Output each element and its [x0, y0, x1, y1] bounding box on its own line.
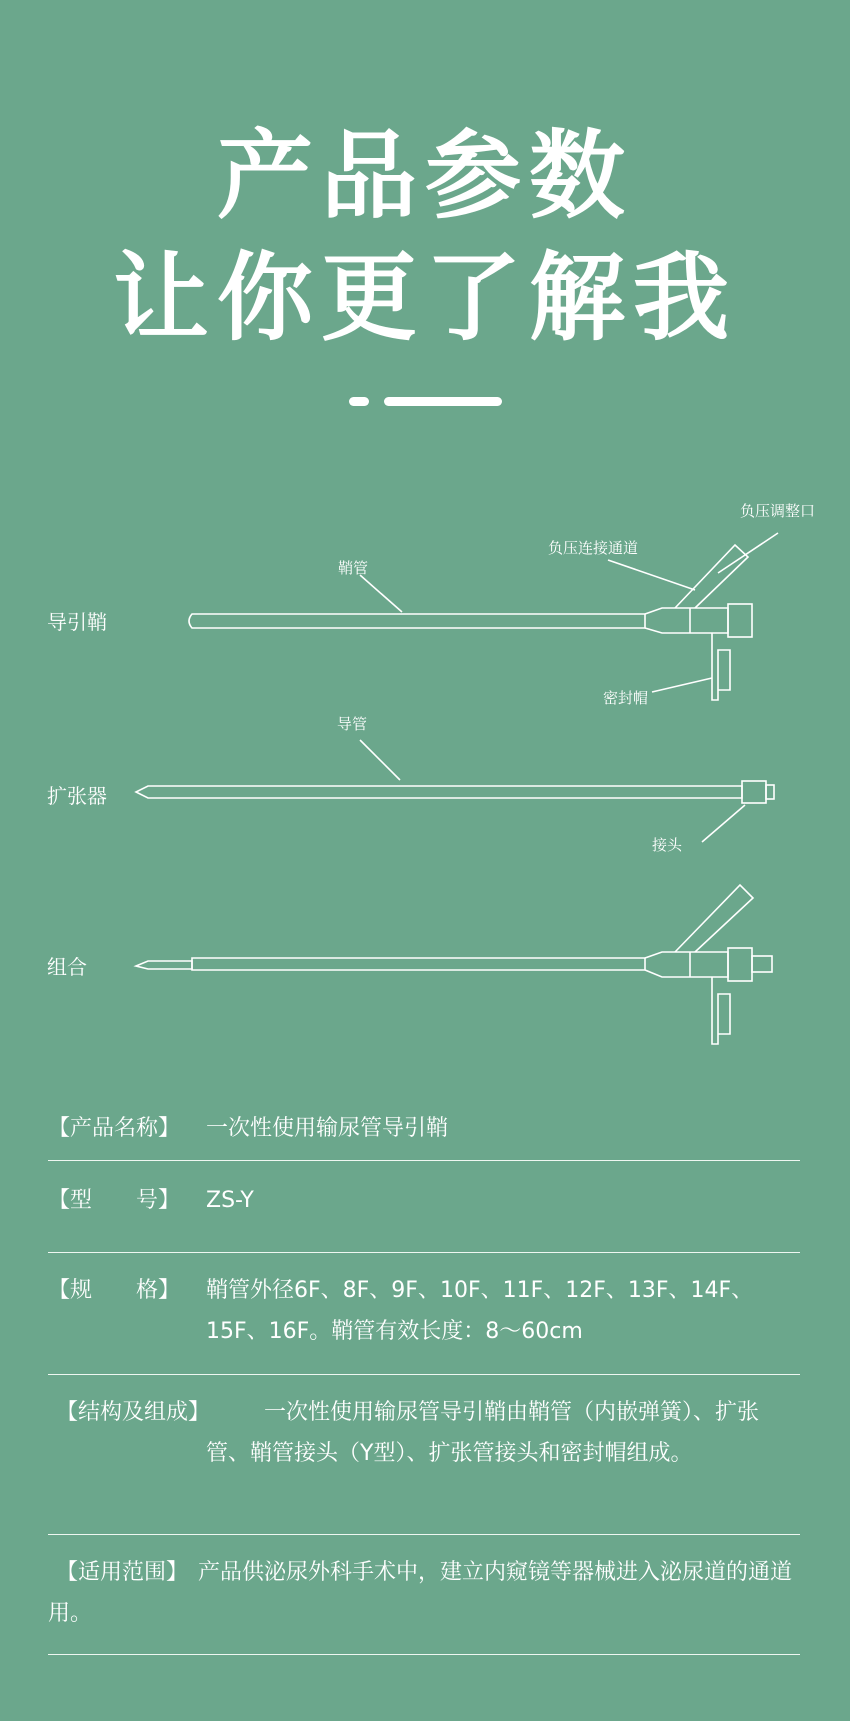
- spec-label: 【型 号】: [48, 1188, 181, 1213]
- guide-sheath-drawing: [189, 533, 778, 700]
- divider-dash-long: [384, 397, 502, 406]
- dilator-connector: [742, 781, 766, 803]
- spec-value: 产品供泌尿外科手术中，建立内窥镜等器械进入泌尿道的通道用。: [48, 1560, 793, 1626]
- divider-dash-short: [349, 397, 369, 406]
- spec-label: 【产品名称】: [48, 1116, 181, 1141]
- spec-row-model: [48, 1180, 800, 1253]
- callout-line-channel: [608, 560, 695, 590]
- assembly-drawing: [136, 885, 772, 1044]
- dilator-drawing: [136, 740, 774, 842]
- sheath-tube: [189, 614, 645, 628]
- spec-label: 【结构及组成】: [56, 1400, 211, 1425]
- spec-value: 鞘管外径6F、8F、9F、10F、11F、12F、13F、14F、15F、16F。鞘管有效长度：8～60cm: [206, 1278, 754, 1344]
- callout-sheath-tube: 鞘管: [338, 559, 369, 577]
- spec-value: 一次性使用输尿管导引鞘由鞘管（内嵌弹簧）、扩张管、鞘管接头（Y型）、扩张管接头和密封帽组成。: [206, 1400, 760, 1466]
- callout-negative-pressure-channel: 负压连接通道: [548, 539, 639, 557]
- row-label-dilator: 扩张器: [47, 784, 107, 808]
- callout-seal-cap: 密封帽: [603, 689, 649, 707]
- negative-pressure-channel-drawing: [675, 545, 748, 608]
- dilator-tube: [136, 786, 742, 798]
- callout-line-seal-cap: [652, 678, 712, 692]
- spec-value: 一次性使用输尿管导引鞘: [206, 1116, 449, 1141]
- spec-row-application: [48, 1552, 800, 1655]
- spec-label: 【规 格】: [48, 1278, 181, 1303]
- callout-pressure-adjust-port: 负压调整口: [740, 502, 816, 520]
- sheath-hub: [645, 608, 728, 633]
- page-title-line-2: 让你更了解我: [113, 242, 737, 354]
- spec-row-product-name: [48, 1108, 800, 1161]
- callout-catheter: 导管: [337, 715, 368, 733]
- sheath-cap: [728, 604, 752, 637]
- callout-line-sheath-tube: [360, 575, 402, 612]
- product-diagram: [0, 480, 850, 1060]
- row-label-assembly: 组合: [47, 955, 87, 979]
- spec-row-structure: [48, 1392, 800, 1535]
- spec-table: [48, 1108, 800, 1655]
- seal-cap-drawing: [712, 633, 730, 700]
- spec-row-specification: [48, 1270, 800, 1375]
- page-title-line-1: 产品参数: [217, 120, 633, 232]
- row-label-guide-sheath: 导引鞘: [47, 610, 107, 634]
- spec-value: ZS-Y: [206, 1188, 254, 1213]
- callout-line-catheter: [360, 740, 400, 780]
- spec-label: 【适用范围】: [56, 1560, 189, 1585]
- callout-line-connector: [702, 805, 745, 842]
- callout-connector: 接头: [652, 836, 683, 854]
